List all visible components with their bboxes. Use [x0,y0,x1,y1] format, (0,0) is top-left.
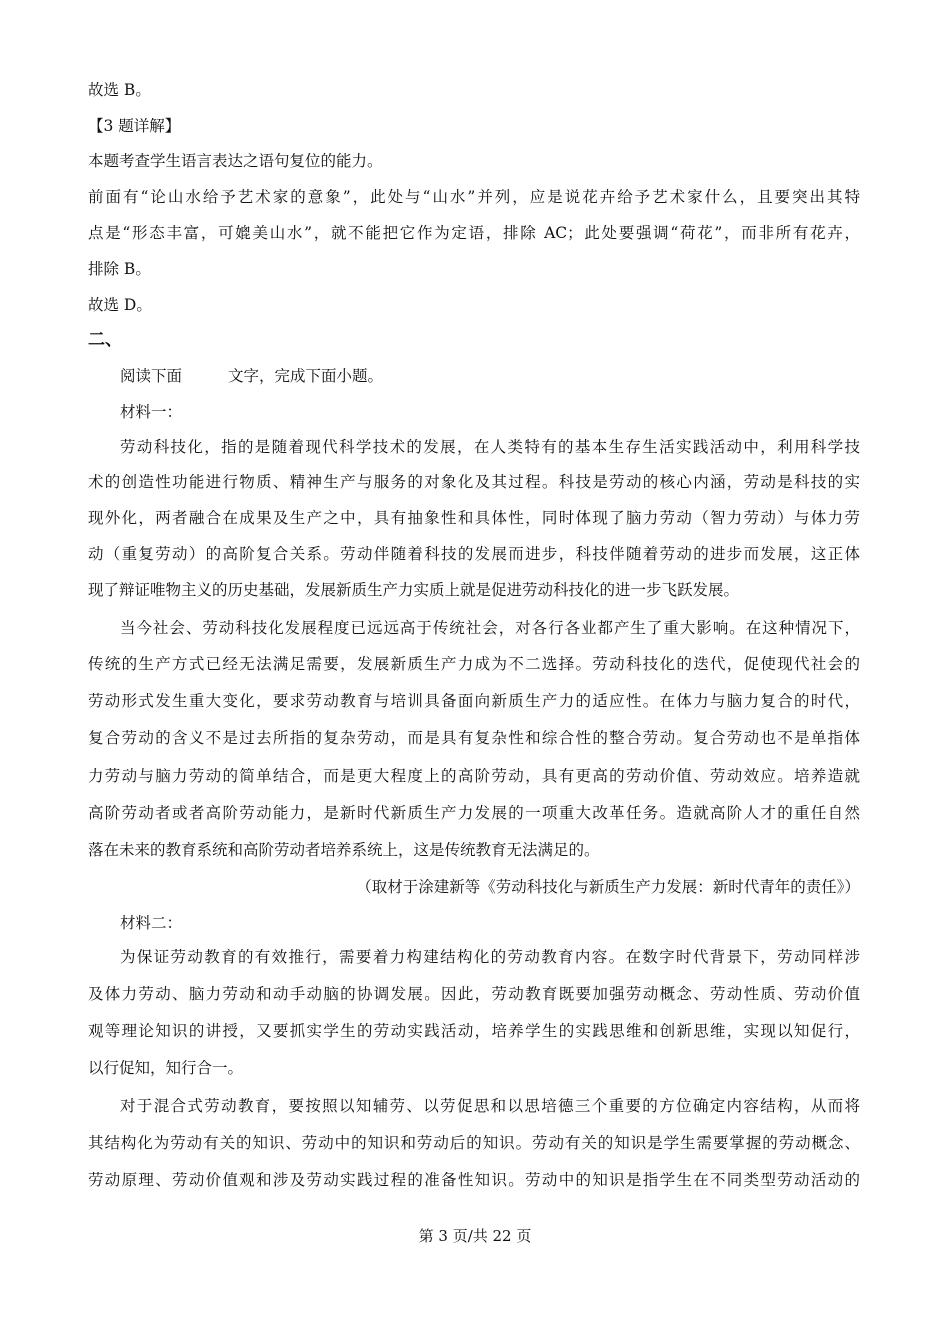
material1-paragraph1-line: 术的创造性功能进行物质、精神生产与服务的对象化及其过程。科技是劳动的核心内涵，劳动是科技的实 [88,473,860,491]
q3-line: 前面有“论山水给予艺术家的意象”，此处与“山水”并列，应是说花卉给予艺术家什么，且要突出其特 [88,188,860,206]
material2-title: 材料二： [120,914,183,932]
material1-paragraph2-line: 传统的生产方式已经无法满足需要，发展新质生产力成为不二选择。劳动科技化的迭代，促使现代社会的 [88,655,860,673]
section-number: 二、 [88,330,122,350]
q2-answer: 故选 B。 [88,81,151,99]
material1-paragraph2-line: 劳动形式发生重大变化，要求劳动教育与培训具备面向新质生产力的适应性。在体力与脑力复合的时代， [88,692,860,710]
material2-paragraph1-line: 以行促知，知行合一。 [88,1059,244,1077]
section-instruction [120,366,860,386]
instruction-part-b: 文字，完成下面小题。 [228,367,384,385]
q3-line: 点是“形态丰富，可媲美山水”，就不能把它作为定语，排除 AC；此处要强调“荷花”，而非所有花卉， [88,224,860,242]
q3-intro: 本题考查学生语言表达之语句复位的能力。 [88,152,383,170]
material2-paragraph1-line: 为保证劳动教育的有效推行，需要着力构建结构化的劳动教育内容。在数字时代背景下，劳动同样涉 [120,948,860,966]
material2-paragraph2-line: 对于混合式劳动教育，要按照以知辅劳、以劳促思和以思培德三个重要的方位确定内容结构，从而将 [120,1097,860,1115]
material1-paragraph2-line: 当今社会、劳动科技化发展程度已远远高于传统社会，对各行各业都产生了重大影响。在这种情况下， [120,619,860,637]
material2-paragraph1-line: 观等理论知识的讲授，又要抓实学生的劳动实践活动，培养学生的实践思维和创新思维，实现以知促行， [88,1022,860,1040]
q3-line: 排除 B。 [88,260,151,278]
instruction-part-a: 阅读下面 [120,367,183,385]
material2-paragraph2-line: 劳动原理、劳动价值观和涉及劳动实践过程的准备性知识。劳动中的知识是指学生在不同类型劳动活动的 [88,1171,860,1189]
material1-paragraph1-line: 劳动科技化，指的是随着现代科学技术的发展，在人类特有的基本生存生活实践活动中，利用科学技 [120,438,860,456]
q3-answer: 故选 D。 [88,296,152,314]
material1-paragraph2-line: 复合劳动的含义不是过去所指的复杂劳动，而是具有复杂性和综合性的整合劳动。复合劳动也不是单指体 [88,729,860,747]
material1-title: 材料一： [120,403,183,421]
material1-source: （取材于涂建新等《劳动科技化与新质生产力发展：新时代青年的责任》） [356,878,860,896]
material1-paragraph1-line: 现外化，两者融合在成果及生产之中，具有抽象性和具体性，同时体现了脑力劳动（智力劳动）与体力劳 [88,509,860,527]
material1-paragraph1-line: 现了辩证唯物主义的历史基础，发展新质生产力实质上就是促进劳动科技化的进一步飞跃发展。 [88,581,740,599]
q3-heading: 【3 题详解】 [88,117,181,135]
material2-paragraph2-line: 其结构化为劳动有关的知识、劳动中的知识和劳动后的知识。劳动有关的知识是学生需要掌握的劳动概念、 [88,1134,860,1152]
material1-paragraph2-line: 落在未来的教育系统和高阶劳动者培养系统上，这是传统教育无法满足的。 [88,841,600,859]
material1-paragraph2-line: 力劳动与脑力劳动的简单结合，而是更大程度上的高阶劳动，具有更高的劳动价值、劳动效应。培养造就 [88,767,860,785]
material2-paragraph1-line: 及体力劳动、脑力劳动和动手动脑的协调发展。因此，劳动教育既要加强劳动概念、劳动性质、劳动价值 [88,985,860,1003]
material1-paragraph2-line: 高阶劳动者或者高阶劳动能力，是新时代新质生产力发展的一项重大改革任务。造就高阶人才的重任自然 [88,804,860,822]
page-footer: 第 3 页/共 22 页 [418,1227,532,1245]
material1-paragraph1-line: 动（重复劳动）的高阶复合关系。劳动伴随着科技的发展而进步，科技伴随着劳动的进步而发展，这正体 [88,545,860,563]
